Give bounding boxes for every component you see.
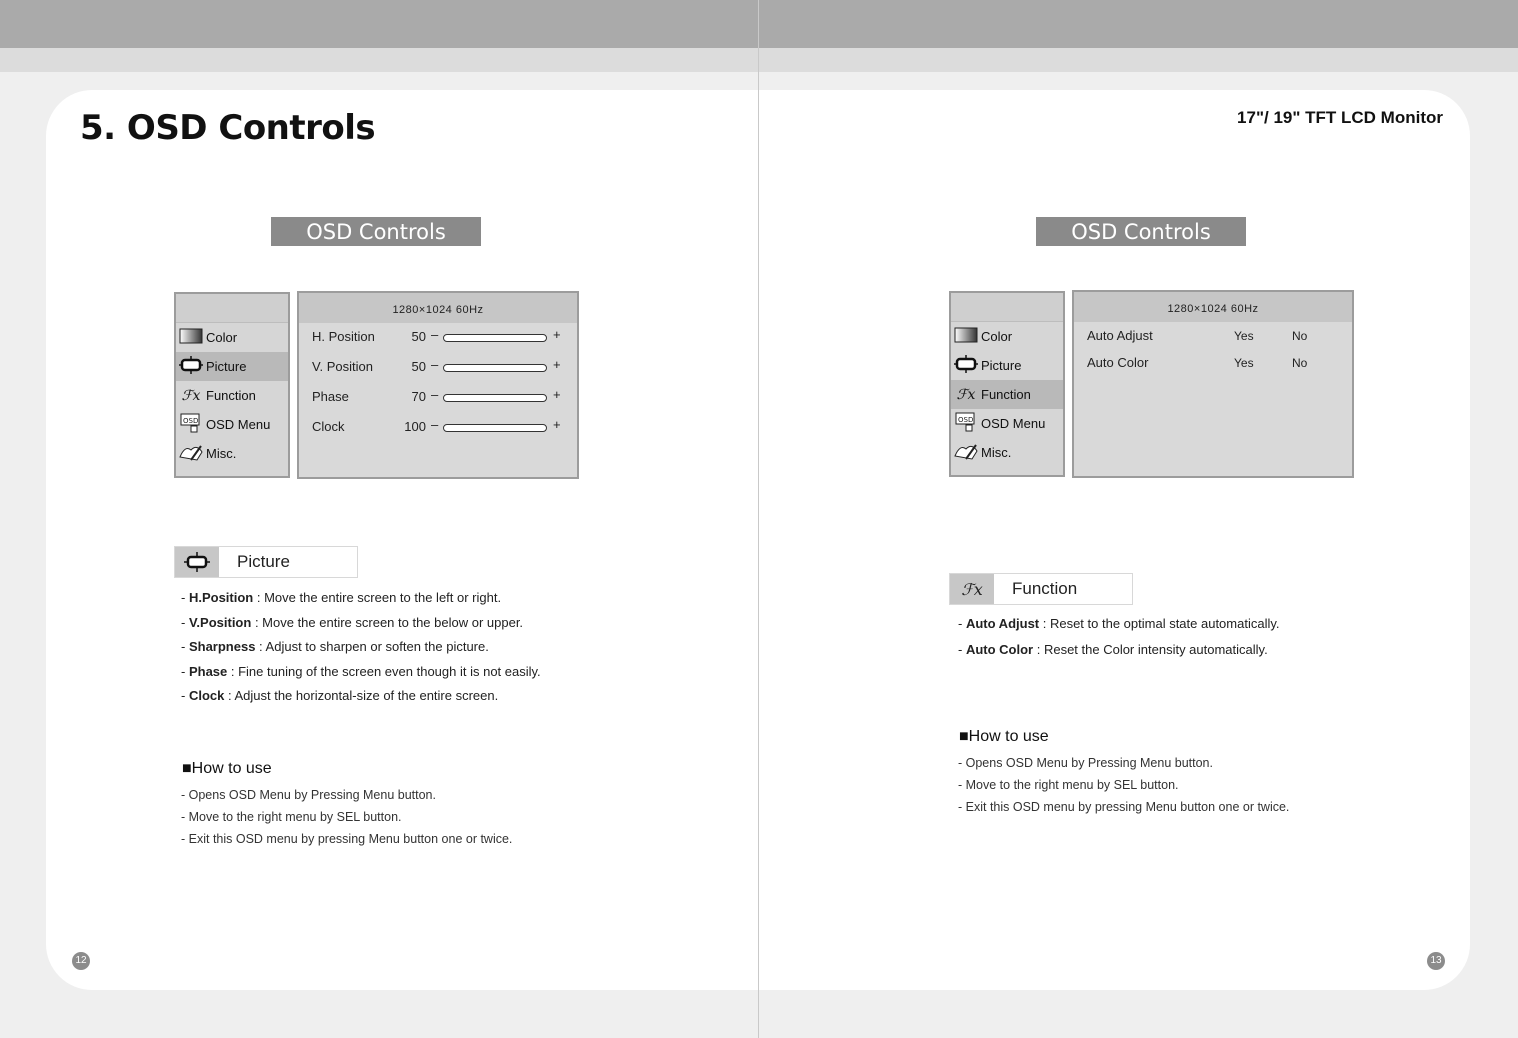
definition-list — [181, 590, 541, 713]
definition: : Reset the Color intensity automatically. — [1033, 642, 1268, 657]
term: Phase — [188, 663, 228, 679]
minus-icon[interactable]: – — [431, 357, 439, 372]
function-icon: ℱx — [950, 574, 994, 604]
subsection-title: Function — [1012, 579, 1078, 598]
definition-item: - Auto Color : Reset the Color intensity automatically. — [958, 642, 1268, 657]
osd-item-osd-menu[interactable] — [176, 410, 288, 439]
picture-icon — [951, 355, 981, 376]
plus-icon[interactable]: + — [553, 417, 561, 432]
definition-item: - V.Position : Move the entire screen to the below or upper. — [181, 614, 524, 630]
osd-item-color[interactable] — [951, 322, 1063, 351]
osd-item-misc[interactable] — [176, 439, 288, 468]
osd-row-phase[interactable] — [299, 383, 577, 413]
plus-icon[interactable]: + — [553, 387, 561, 402]
plus-icon[interactable]: + — [553, 327, 561, 342]
osd-menu-header — [951, 293, 1063, 322]
osd-item-label: Function — [981, 387, 1031, 402]
row-label: V. Position — [312, 359, 373, 374]
osd-item-label: OSD Menu — [206, 417, 271, 432]
subsection-title: Picture — [237, 552, 290, 571]
yes-option[interactable]: Yes — [1234, 329, 1254, 343]
row-label: Auto Color — [1087, 355, 1149, 370]
osd-resolution: 1280×1024 60Hz — [1074, 292, 1352, 322]
no-option[interactable]: No — [1292, 356, 1308, 370]
definition-list — [958, 616, 1280, 667]
subsection-heading — [174, 546, 358, 578]
row-value: 100 — [404, 419, 426, 434]
howto-steps — [958, 756, 1289, 822]
term: V.Position — [188, 614, 252, 630]
misc-icon — [951, 441, 981, 464]
function-icon: ℱx — [181, 387, 201, 404]
document-title: 17"/ 19" TFT LCD Monitor — [1237, 108, 1443, 127]
osd-menu-icon — [951, 412, 981, 435]
osd-item-label: Picture — [206, 359, 247, 374]
term: Auto Color — [965, 642, 1034, 657]
plus-icon[interactable]: + — [553, 357, 561, 372]
color-icon — [176, 328, 206, 347]
subsection-heading — [949, 573, 1133, 605]
yes-option[interactable]: Yes — [1234, 356, 1254, 370]
svg-text:OSD: OSD — [183, 417, 199, 425]
term: Clock — [188, 688, 225, 703]
osd-row-v-position[interactable] — [299, 353, 577, 383]
osd-item-label: Misc. — [981, 445, 1012, 460]
osd-row-auto-adjust[interactable] — [1074, 322, 1352, 349]
definition: : Move the entire screen to the below or upper. — [251, 614, 524, 630]
howto-step: - Opens OSD Menu by Pressing Menu button. — [181, 788, 436, 802]
howto-step: - Exit this OSD menu by pressing Menu button one or twice. — [958, 800, 1290, 814]
osd-item-label: Color — [206, 330, 238, 345]
section-banner: OSD Controls — [1036, 217, 1246, 246]
definition: : Fine tuning of the screen even though it is not easily. — [227, 663, 541, 679]
osd-item-color[interactable] — [176, 323, 288, 352]
minus-icon[interactable]: – — [431, 327, 439, 342]
osd-row-h-position[interactable] — [299, 323, 577, 353]
color-icon — [951, 327, 981, 346]
picture-icon — [175, 547, 219, 577]
howto-step: - Opens OSD Menu by Pressing Menu button. — [958, 756, 1213, 770]
definition-item: - Clock : Adjust the horizontal-size of the entire screen. — [181, 688, 499, 703]
definition: : Adjust to sharpen or soften the picture. — [255, 639, 489, 654]
osd-item-misc[interactable] — [951, 438, 1063, 467]
page-number: 13 — [1427, 952, 1445, 970]
definition-item: - Phase : Fine tuning of the screen even though it is not easily. — [181, 663, 541, 679]
osd-item-label: OSD Menu — [981, 416, 1046, 431]
definition: : Reset to the optimal state automatically. — [1039, 616, 1280, 631]
row-label: H. Position — [312, 329, 375, 344]
osd-menu-list — [174, 292, 290, 478]
osd-item-label: Picture — [981, 358, 1022, 373]
row-value: 70 — [411, 389, 426, 404]
page-number: 12 — [72, 952, 90, 970]
osd-function-panel — [1072, 290, 1354, 478]
osd-item-picture[interactable] — [176, 352, 288, 381]
right-page — [759, 0, 1518, 1038]
minus-icon[interactable]: – — [431, 417, 439, 432]
osd-item-function[interactable] — [176, 381, 288, 410]
svg-text:OSD: OSD — [958, 416, 974, 424]
osd-menu-header — [176, 294, 288, 323]
level-slider[interactable] — [443, 424, 547, 432]
definition: : Move the entire screen to the left or right. — [253, 590, 502, 605]
picture-icon — [176, 356, 206, 377]
howto-title: ■How to use — [959, 728, 1049, 745]
row-value: 50 — [411, 359, 426, 374]
row-label: Auto Adjust — [1087, 328, 1153, 343]
row-label: Phase — [312, 389, 349, 404]
osd-item-label: Misc. — [206, 446, 237, 461]
misc-icon — [176, 442, 206, 465]
osd-item-label: Color — [981, 329, 1013, 344]
osd-row-auto-color[interactable] — [1074, 349, 1352, 376]
definition: : Adjust the horizontal-size of the entire screen. — [224, 688, 499, 703]
level-slider[interactable] — [443, 394, 547, 402]
howto-step: - Move to the right menu by SEL button. — [958, 778, 1179, 792]
osd-item-picture[interactable] — [951, 351, 1063, 380]
definition-item: - H.Position : Move the entire screen to the left or right. — [181, 590, 502, 605]
howto-step: - Exit this OSD menu by pressing Menu button one or twice. — [181, 832, 513, 846]
row-label: Clock — [312, 419, 345, 434]
level-slider[interactable] — [443, 334, 547, 342]
osd-item-label: Function — [206, 388, 256, 403]
term: H.Position — [188, 590, 254, 605]
howto-steps — [181, 788, 512, 854]
function-icon: ℱx — [956, 386, 976, 403]
page-spine — [758, 0, 759, 1038]
osd-menu-icon — [176, 413, 206, 436]
row-value: 50 — [411, 329, 426, 344]
osd-item-function[interactable] — [951, 380, 1063, 409]
osd-resolution: 1280×1024 60Hz — [299, 293, 577, 323]
definition-item: - Auto Adjust : Reset to the optimal state automatically. — [958, 616, 1280, 631]
howto-step: - Move to the right menu by SEL button. — [181, 810, 402, 824]
level-slider[interactable] — [443, 364, 547, 372]
term: Auto Adjust — [965, 616, 1040, 631]
osd-item-osd-menu[interactable] — [951, 409, 1063, 438]
term: Sharpness — [188, 639, 256, 654]
osd-picture-panel — [297, 291, 579, 479]
minus-icon[interactable]: – — [431, 387, 439, 402]
howto-title: ■How to use — [182, 760, 272, 777]
section-banner: OSD Controls — [271, 217, 481, 246]
chapter-title: 5. OSD Controls — [80, 108, 376, 148]
osd-row-clock[interactable] — [299, 413, 577, 443]
osd-menu-list — [949, 291, 1065, 477]
no-option[interactable]: No — [1292, 329, 1308, 343]
definition-item: - Sharpness : Adjust to sharpen or soften the picture. — [181, 639, 489, 654]
